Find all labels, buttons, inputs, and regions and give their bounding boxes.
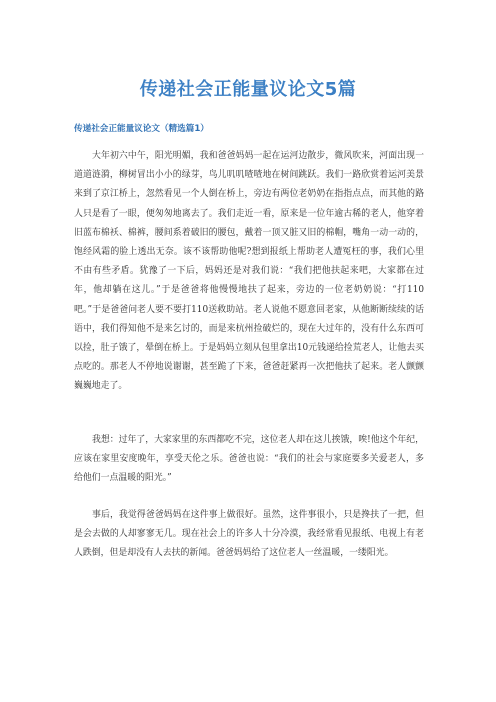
paragraph-1: 大年初六中午，阳光明媚，我和爸爸妈妈一起在运河边散步，微风吹来，河面出现一道道涟漪，柳树冒出小小的绿芽，鸟儿叽叽喳喳地在树间跳跃。我们一路欣赏着运河美景来到了京江桥上，忽然看见一个人倒在桥上，旁边有两位老奶奶在指指点点，而其他的路人只是看了一眼，便匆匆地离去了。我们走近一看，原来是一位年逾古稀的老人，他穿着旧蓝布棉袄、棉裤，腰间系着破旧的腰包，戴着一顶又脏又旧的棉帽，嘴角一动一动的，饱经风霜的脸上透出无奈。该不该帮助他呢?想到报纸上帮助老人遭冤枉的事，我们心里不由有些矛盾。犹豫了一下后，妈妈还是对我们说：“我们把他扶起来吧，大家都在过年，他却躺在这儿。”于是爸爸将他慢慢地扶了起来，旁边的一位老奶奶说：“打110吧。”于是爸爸问老人要不要打110送救助站。老人说他不愿意回老家，从他断断续续的话语中，我们得知他不是来乞讨的，而是来杭州捡破烂的，现在大过年的，没有什么东西可以捡，肚子饿了，晕倒在桥上。于是妈妈立刻从包里拿出10元钱递给捡荒老人，让他去买点吃的。那老人不停地说谢谢，甚至跪了下来，爸爸赶紧再一次把他扶了起来。老人颤颤巍巍地走了。 <box>74 151 424 392</box>
paragraph-3: 事后，我觉得爸爸妈妈在这件事上做很好。虽然，这件事很小，只是搀扶了一把，但是会去做的人却寥寥无几。现在社会上的许多人十分冷漠，我经常看见报纸、电视上有老人跌倒，但是却没有人去扶的新闻。爸爸妈妈给了这位老人一丝温暖，一缕阳光。 <box>74 510 424 559</box>
section-heading: 传递社会正能量议论文（精选篇1） <box>74 124 209 134</box>
document-title: 传递社会正能量议论文5篇 <box>139 79 357 100</box>
paragraph-2: 我想：过年了，大家家里的东西都吃不完，这位老人却在这儿挨饿，唉!他这个年纪，应该在家里安度晚年，享受天伦之乐。爸爸也说：“我们的社会与家庭要多关爱老人，多给他们一点温暖的阳光。” <box>74 435 424 484</box>
